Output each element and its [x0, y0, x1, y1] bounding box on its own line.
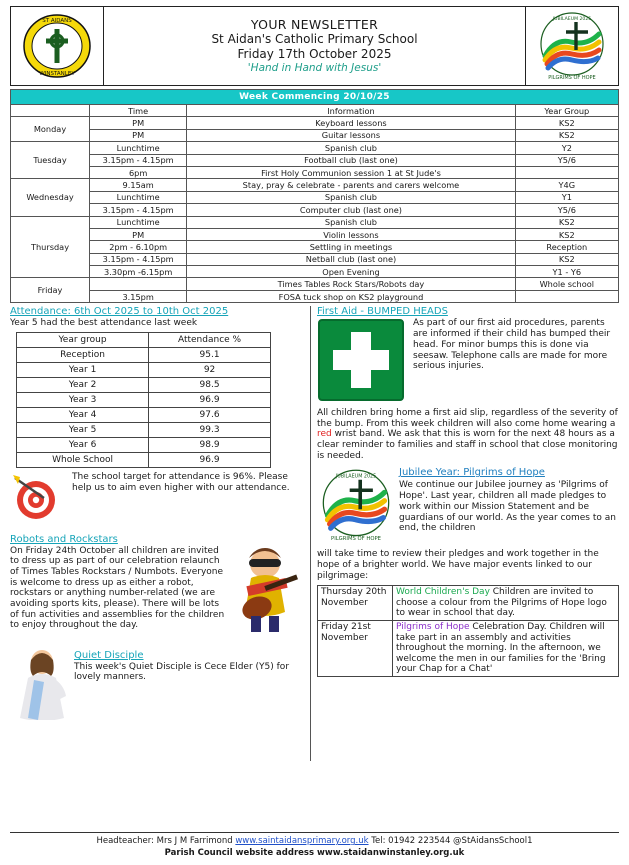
footer-line-2: Parish Council website address www.staidanwinstanley.org.uk [164, 847, 465, 858]
week-year-cell: Y5/6 [515, 154, 618, 166]
attendance-year-group: Year 5 [17, 422, 149, 437]
table-row [17, 377, 271, 392]
attendance-year-group: Year 6 [17, 437, 149, 452]
school-name: St Aidan's Catholic Primary School [211, 32, 418, 47]
week-time-cell: 3.15pm - 4.15pm [90, 154, 187, 166]
attendance-col-header: Year group [17, 332, 149, 347]
week-col-header: Information [187, 105, 515, 117]
week-year-cell: Y1 [515, 191, 618, 203]
week-time-cell: PM [90, 129, 187, 141]
attendance-percent: 92 [149, 362, 271, 377]
attendance-table [16, 332, 271, 468]
attendance-header-row [17, 332, 271, 347]
first-aid-para3: wrist band. We ask that this is worn for the next 48 hours as a clear reminder to families and staff in school that close monitoring is needed. [317, 429, 618, 461]
table-row [11, 117, 619, 129]
table-row [17, 437, 271, 452]
week-info-cell: Keyboard lessons [187, 117, 515, 129]
first-aid-red-word: red [317, 429, 332, 440]
week-time-cell: Lunchtime [90, 142, 187, 154]
right-column [310, 306, 619, 761]
week-time-cell: 3.30pm -6.15pm [90, 266, 187, 278]
attendance-year-group: Whole School [17, 452, 149, 467]
event-date: Friday 21st November [318, 620, 393, 676]
week-year-cell: KS2 [515, 117, 618, 129]
week-time-cell [90, 278, 187, 290]
table-row [11, 216, 619, 228]
event-row [318, 586, 619, 621]
dartboard-target-icon [10, 472, 72, 528]
newsletter-date: Friday 17th October 2025 [237, 47, 392, 62]
week-day-cell: Monday [11, 117, 90, 142]
school-crest-logo [11, 7, 104, 85]
week-time-cell: 3.15pm [90, 290, 187, 302]
newsletter-title: YOUR NEWSLETTER [250, 16, 379, 32]
week-info-cell: Computer club (last one) [187, 204, 515, 216]
week-day-cell: Tuesday [11, 142, 90, 179]
attendance-subtitle: Year 5 had the best attendance last week [10, 318, 198, 329]
event-description: World Children's Day Children are invited to choose a colour from the Pilgrims of Hope logo to wear in school that day. [393, 586, 619, 621]
week-time-cell: 9.15am [90, 179, 187, 191]
week-col-header [11, 105, 90, 117]
event-date: Thursday 20th November [318, 586, 393, 621]
week-info-cell: First Holy Communion session 1 at St Jude's [187, 166, 515, 178]
table-row [11, 253, 619, 265]
svg-text:JUBILAEUM 2025: JUBILAEUM 2025 [552, 17, 592, 22]
footer-line-1 [0, 836, 629, 847]
quiet-disciple-title: Quiet Disciple [74, 649, 144, 661]
week-info-cell: Football club (last one) [187, 154, 515, 166]
week-year-cell [515, 166, 618, 178]
table-row [11, 204, 619, 216]
week-time-cell: 2pm - 6.10pm [90, 241, 187, 253]
week-col-header: Time [90, 105, 187, 117]
week-year-cell: Reception [515, 241, 618, 253]
table-row [11, 179, 619, 191]
jubilee-para1: We continue our Jubilee journey as 'Pilgrims of Hope'. Last year, children all made pledges to work within our Mission Statement and be guardians of our world. As the year comes to an end, the children [399, 480, 616, 534]
footer-headteacher: Headteacher: Mrs J M Farrimond [96, 836, 236, 847]
week-schedule-table [10, 89, 619, 303]
week-time-cell: 6pm [90, 166, 187, 178]
attendance-percent: 98.5 [149, 377, 271, 392]
table-row [17, 407, 271, 422]
first-aid-title: First Aid - BUMPED HEADS [317, 306, 448, 318]
attendance-target-block [10, 472, 305, 528]
week-year-cell: Y5/6 [515, 204, 618, 216]
week-info-cell: Spanish club [187, 191, 515, 203]
table-row [11, 266, 619, 278]
table-row [17, 422, 271, 437]
attendance-year-group: Year 4 [17, 407, 149, 422]
attendance-percent: 95.1 [149, 347, 271, 362]
jubilee-para2: will take time to review their pledges and work together in the hope of a brighter world. We have major events linked to our pilgrimage: [317, 549, 599, 581]
attendance-percent: 96.9 [149, 452, 271, 467]
table-row [11, 278, 619, 290]
event-description: Pilgrims of Hope Celebration Day. Children will take part in an assembly and activities throughout the morning. In the afternoon, we welcome the men in our families for the 'Bring your Chap for a Chat' [393, 620, 619, 676]
event-highlight: Pilgrims of Hope [396, 621, 470, 632]
svg-text:WINSTANLEY: WINSTANLEY [39, 71, 75, 77]
week-info-cell: Spanish club [187, 142, 515, 154]
week-time-cell: 3.15pm - 4.15pm [90, 253, 187, 265]
week-info-cell: FOSA tuck shop on KS2 playground [187, 290, 515, 302]
header-text-block [104, 7, 525, 85]
attendance-year-group: Year 2 [17, 377, 149, 392]
week-info-cell: Guitar lessons [187, 129, 515, 141]
jubilee-title: Jubilee Year: Pilgrims of Hope [399, 467, 545, 479]
week-info-cell: Violin lessons [187, 228, 515, 240]
attendance-title: Attendance: 6th Oct 2025 to 10th Oct 2025 [10, 306, 229, 318]
attendance-year-group: Year 3 [17, 392, 149, 407]
pilgrims-of-hope-logo-icon [525, 7, 618, 85]
jubilee-events-table [317, 585, 619, 677]
week-year-cell: KS2 [515, 216, 618, 228]
table-row [17, 362, 271, 377]
first-aid-para1: As part of our first aid procedures, parents are informed if their child has bumped their head. For minor bumps this is done via seesaw. Telephone calls are made for more serious injuries. [413, 318, 611, 372]
week-time-cell: PM [90, 228, 187, 240]
left-column [10, 306, 310, 761]
footer-divider [10, 832, 619, 833]
svg-text:PILGRIMS OF HOPE: PILGRIMS OF HOPE [548, 75, 596, 81]
week-info-cell: Times Tables Rock Stars/Robots day [187, 278, 515, 290]
robots-title: Robots and Rockstars [10, 533, 118, 545]
week-info-cell: Netball club (last one) [187, 253, 515, 265]
school-motto: 'Hand in Hand with Jesus' [247, 62, 382, 75]
week-info-cell: Settling in meetings [187, 241, 515, 253]
attendance-percent: 99.3 [149, 422, 271, 437]
event-highlight: World Children's Day [396, 587, 490, 598]
svg-text:JUBILAEUM 2025: JUBILAEUM 2025 [335, 474, 377, 480]
week-year-cell: Y4G [515, 179, 618, 191]
svg-text:PILGRIMS OF HOPE: PILGRIMS OF HOPE [331, 536, 381, 543]
footer-contact: Tel: 01942 223544 @StAidansSchool1 [368, 836, 533, 847]
newsletter-header [10, 6, 619, 86]
week-year-cell: KS2 [515, 253, 618, 265]
attendance-target-text: The school target for attendance is 96%. Please help us to aim even higher with our attendance. [72, 471, 290, 493]
week-day-cell: Wednesday [11, 179, 90, 216]
first-aid-green-cross-icon [317, 318, 409, 406]
week-year-cell: Y2 [515, 142, 618, 154]
table-row [11, 228, 619, 240]
attendance-percent: 98.9 [149, 437, 271, 452]
jesus-illustration [10, 644, 74, 724]
table-row [11, 241, 619, 253]
table-row [17, 392, 271, 407]
school-website-link[interactable]: www.saintaidansprimary.org.uk [235, 836, 369, 847]
table-row [17, 347, 271, 362]
week-info-cell: Stay, pray & celebrate - parents and carers welcome [187, 179, 515, 191]
week-year-cell [515, 290, 618, 302]
table-row [11, 191, 619, 203]
week-year-cell: KS2 [515, 228, 618, 240]
week-info-cell: Open Evening [187, 266, 515, 278]
table-row [11, 166, 619, 178]
week-col-header: Year Group [515, 105, 618, 117]
attendance-col-header: Attendance % [149, 332, 271, 347]
attendance-year-group: Reception [17, 347, 149, 362]
table-row [11, 154, 619, 166]
week-banner: Week Commencing 20/10/25 [11, 90, 619, 105]
week-time-cell: 3.15pm - 4.15pm [90, 204, 187, 216]
pilgrims-of-hope-logo [317, 467, 397, 547]
week-info-cell: Spanish club [187, 216, 515, 228]
rockstar-guitar-kid-illustration [227, 542, 305, 638]
week-day-cell: Friday [11, 278, 90, 303]
table-row [11, 129, 619, 141]
week-day-cell: Thursday [11, 216, 90, 278]
table-row [11, 142, 619, 154]
table-row [11, 290, 619, 302]
week-year-cell: Y1 - Y6 [515, 266, 618, 278]
table-row [17, 452, 271, 467]
first-aid-para2: All children bring home a first aid slip, regardless of the severity of the bump. From this week children will also come home wearing a [317, 408, 618, 429]
event-row [318, 620, 619, 676]
week-time-cell: PM [90, 117, 187, 129]
svg-text:ST AIDANS: ST AIDANS [42, 18, 72, 24]
robots-text: On Friday 24th October all children are invited to dress up as part of our celebration relaunch of Times Tables Rockstars / Numbots. Everyone is welcome to dress up as either a robot, rockstars or anything number-related (we are avoiding sports kits, please). There will be lots of fun activities and assemblies for the children to enjoy throughout the day. [10, 545, 225, 631]
footer [0, 830, 629, 859]
week-time-cell: Lunchtime [90, 191, 187, 203]
quiet-disciple-text: This week's Quiet Disciple is Cece Elder (Y5) for lovely manners. [74, 661, 290, 683]
week-time-cell: Lunchtime [90, 216, 187, 228]
week-header-row [11, 105, 619, 117]
attendance-percent: 97.6 [149, 407, 271, 422]
attendance-percent: 96.9 [149, 392, 271, 407]
week-year-cell: KS2 [515, 129, 618, 141]
attendance-year-group: Year 1 [17, 362, 149, 377]
week-year-cell: Whole school [515, 278, 618, 290]
